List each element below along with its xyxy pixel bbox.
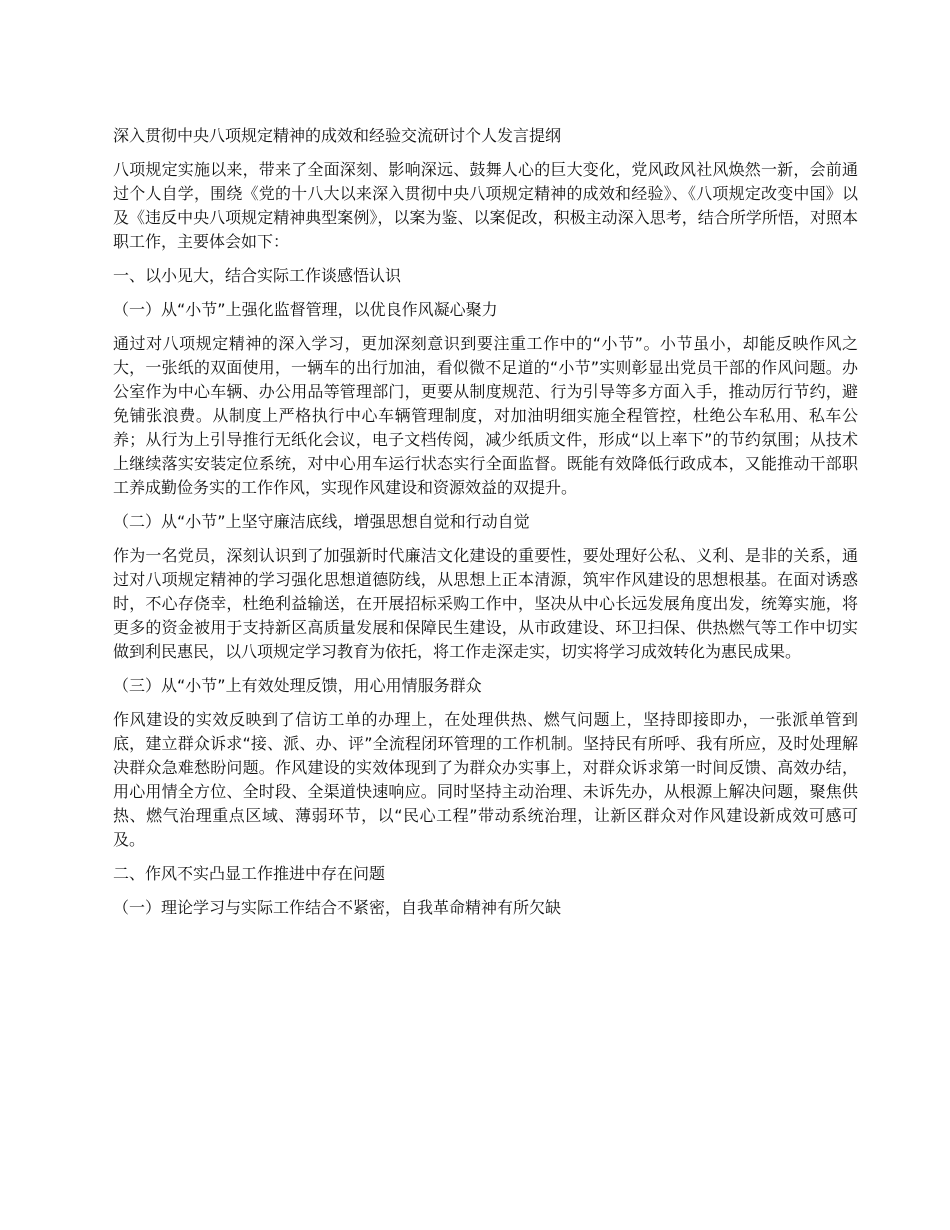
section-1-sub-2-heading: （二）从“小节”上坚守廉洁底线，增强思想自觉和行动自觉 [113,512,530,531]
document-page [113,124,858,930]
document-title: 深入贯彻中央八项规定精神的成效和经验交流研讨个人发言提纲 [113,126,562,145]
intro-paragraph: 八项规定实施以来，带来了全面深刻、影响深远、鼓舞人心的巨大变化，党风政风社风焕然一新，会前通过个人自学，围绕《党的十八大以来深入贯彻中央八项规定精神的成效和经验》、《八项规定改变中国》以及《违反中央八项规定精神典型案例》，以案为鉴、以案促改，积极主动深入思考，结合所学所悟，对照本职工作，主要体会如下： [113,160,858,251]
section-1-sub-3-paragraph: 作风建设的实效反映到了信访工单的办理上，在处理供热、燃气问题上，坚持即接即办，一张派单管到底，建立群众诉求“接、派、办、评”全流程闭环管理的工作机制。坚持民有所呼、我有所应，及时处理解决群众急难愁盼问题。作风建设的实效体现到了为群众办实事上，对群众诉求第一时间反馈、高效办结，用心用情全方位、全时段、全渠道快速响应。同时坚持主动治理、未诉先办，从根源上解决问题，聚焦供热、燃气治理重点区域、薄弱环节，以“民心工程”带动系统治理，让新区群众对作风建设新成效可感可及。 [113,710,858,849]
section-1-heading: 一、以小见大，结合实际工作谈感悟认识 [113,266,402,285]
section-1-sub-1-paragraph: 通过对八项规定精神的深入学习，更加深刻意识到要注重工作中的“小节”。小节虽小，却能反映作风之大，一张纸的双面使用，一辆车的出行加油，看似微不足道的“小节”实则彰显出党员干部的作风问题。办公室作为中心车辆、办公用品等管理部门，更要从制度规范、行为引导等多方面入手，推动厉行节约，避免铺张浪费。从制度上严格执行中心车辆管理制度，对加油明细实施全程管控，杜绝公车私用、私车公养；从行为上引导推行无纸化会议，电子文档传阅，减少纸质文件，形成“以上率下”的节约氛围；从技术上继续落实安装定位系统，对中心用车运行状态实行全面监督。既能有效降低行政成本，又能推动干部职工养成勤俭务实的工作作风，实现作风建设和资源效益的双提升。 [113,334,858,497]
section-1-sub-3-heading: （三）从“小节”上有效处理反馈，用心用情服务群众 [113,676,482,695]
section-1-sub-1-heading: （一）从“小节”上强化监督管理，以优良作风凝心聚力 [113,300,498,319]
section-1-sub-2-paragraph: 作为一名党员，深刻认识到了加强新时代廉洁文化建设的重要性，要处理好公私、义利、是非的关系，通过对八项规定精神的学习强化思想道德防线，从思想上正本清源，筑牢作风建设的思想根基。在面对诱惑时，不心存侥幸，杜绝利益输送，在开展招标采购工作中，坚决从中心长远发展角度出发，统筹实施，将更多的资金被用于支持新区高质量发展和保障民生建设，从市政建设、环卫扫保、供热燃气等工作中切实做到利民惠民，以八项规定学习教育为依托，将工作走深走实，切实将学习成效转化为惠民成果。 [113,546,858,661]
section-2-heading: 二、作风不实凸显工作推进中存在问题 [113,864,386,883]
section-2-sub-1-heading: （一）理论学习与实际工作结合不紧密，自我革命精神有所欠缺 [113,898,562,917]
